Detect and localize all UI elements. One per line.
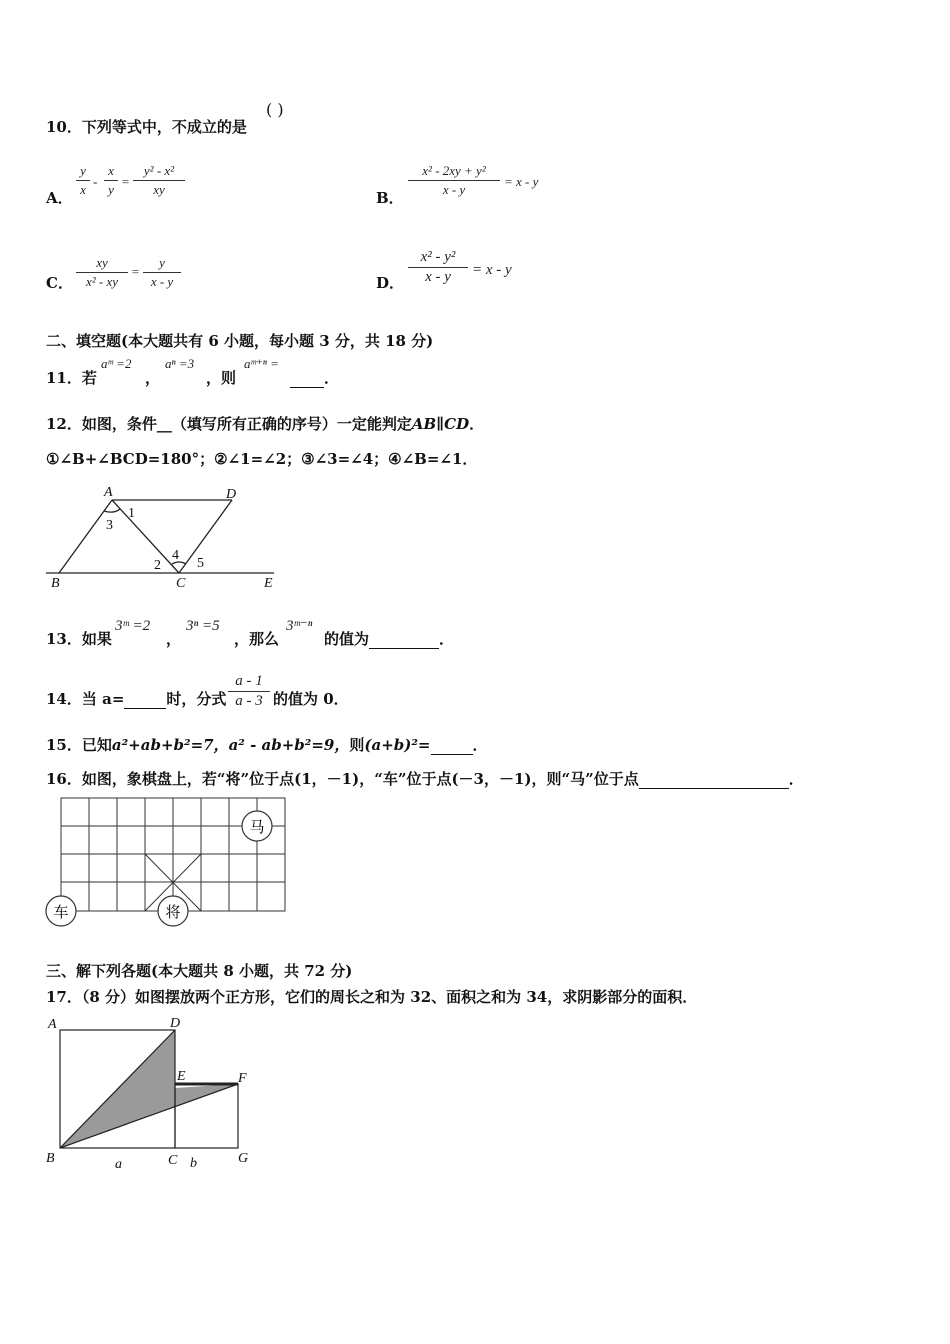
q11-expr2: aⁿ =3 [165,356,195,371]
fig12-angle-1: 1 [128,506,135,521]
q10-option-a-label: A． [46,189,73,207]
q13-answer: 的值为 ． [324,630,455,648]
fig17-label-a: A [48,1017,57,1032]
q12-conditions: ①∠B+∠BCD=180°；②∠1=∠2；③∠3=∠4；④∠B=∠1． [46,450,478,468]
chess-piece-ma [242,811,272,841]
q17-text: 17．（8 分）如图摆放两个正方形，它们的周长之和为 32、面积之和为 34，求阴影部分的面积． [46,988,698,1006]
fig17-label-g: G [238,1151,249,1166]
q11-answer: ． [290,367,339,388]
q10-stem: 10．下列等式中，不成立的是 [46,118,247,136]
q13-expr3: 3ᵐ⁻ⁿ [286,618,313,634]
fig12-label-e: E [264,576,273,591]
fig17-label-b-side: b [190,1156,197,1171]
q13-expr2: 3ⁿ =5 [186,618,220,634]
q13-expr1: 3ᵐ =2 [115,618,151,634]
q12-figure [46,484,286,594]
section-3-title: 三、解下列各题(本大题共 8 小题，共 72 分) [46,962,353,980]
fig17-label-a-side: a [115,1157,122,1172]
fig12-angle-5: 5 [197,556,204,571]
fig12-angle-3: 3 [106,518,113,533]
fig12-angle-4: 4 [172,548,179,563]
q16-text: 16．如图，象棋盘上，若“将”位于点(1，－1)，“车”位于点(－3，－1)，则“马”位于点 ． [46,770,804,788]
q15-text: 15．已知a²+ab+b²=7，a² - ab+b²=9，则(a+b)²= ． [46,736,488,754]
q10-a-frac3: $\frac{\text{y² - x²}}{xy}$ [133,163,185,198]
q12-stem: 12．如图，条件__（填写所有正确的序号）一定能判定AB∥CD． [46,415,485,433]
q10-b-rhs: = x - y [504,174,539,189]
q10-d-rhs: = x - y [472,262,512,278]
fig17-label-b: B [46,1151,55,1166]
q13-comma: ， [166,630,182,648]
q11-expr1: aᵐ =2 [101,356,132,371]
q11-comma: ， [145,369,161,387]
fig12-label-d: D [226,487,237,502]
q14-fraction: $\frac{a - 1}{a - 3}$ [228,673,270,710]
q13-prefix: 13．如果 [46,630,112,648]
fig12-angle-2: 2 [154,558,161,573]
q10-a-frac2: $\frac{x}{y}$ [104,163,118,198]
q10-d-frac: $\frac{\text{x² - y²}}{x - y}$ [408,249,468,286]
svg-text:车: 车 [53,903,69,921]
q11-expr3: aᵐ⁺ⁿ = [244,356,279,371]
chess-piece-jiang [158,896,188,926]
fig17-label-e: E [177,1069,186,1084]
fig12-label-a: A [104,485,113,500]
section-2-title: 二、填空题(本大题共有 6 小题，每小题 3 分，共 18 分) [46,332,434,350]
q11-prefix: 11．若 [46,369,97,387]
q10-option-c-label: C． [46,274,73,292]
q13-then: ，那么 [234,630,280,648]
shaded-region [60,1030,238,1148]
q10-paren: ( ) [266,100,284,119]
q10-c-eq: = [131,264,140,279]
fig12-label-b: B [51,576,60,591]
fig17-label-c: C [168,1153,178,1168]
fig17-label-d: D [170,1016,181,1031]
q10-option-d-label: D． [376,274,405,292]
chess-piece-che [46,896,76,926]
q14-prefix: 14．当 a= 时，分式 [46,690,227,708]
q10-c-frac2: $\frac{y}{x - y}$ [143,255,181,290]
q10-option-b-label: B． [376,189,404,207]
fig12-label-c: C [176,576,186,591]
q17-figure [44,1012,264,1172]
angle-arc-a [104,509,120,512]
q10-b-frac: $\frac{\text{x² - 2xy + y²}}{x - y}$ [408,163,500,198]
q14-suffix: 的值为 0． [273,690,349,708]
line-dc [179,500,232,573]
q10-a-eq: = [121,174,130,189]
q10-a-minus: - [93,174,98,189]
q11-then: ，则 [206,369,237,387]
q10-a-frac1: $\frac{y}{x}$ [76,163,90,198]
line-ac [112,500,179,573]
fig17-label-f: F [238,1071,247,1086]
svg-text:马: 马 [249,818,265,836]
q10-c-frac1: $\frac{xy}{\text{x² - xy}}$ [76,255,128,290]
q16-chess-board [44,796,294,928]
svg-text:将: 将 [165,903,181,921]
